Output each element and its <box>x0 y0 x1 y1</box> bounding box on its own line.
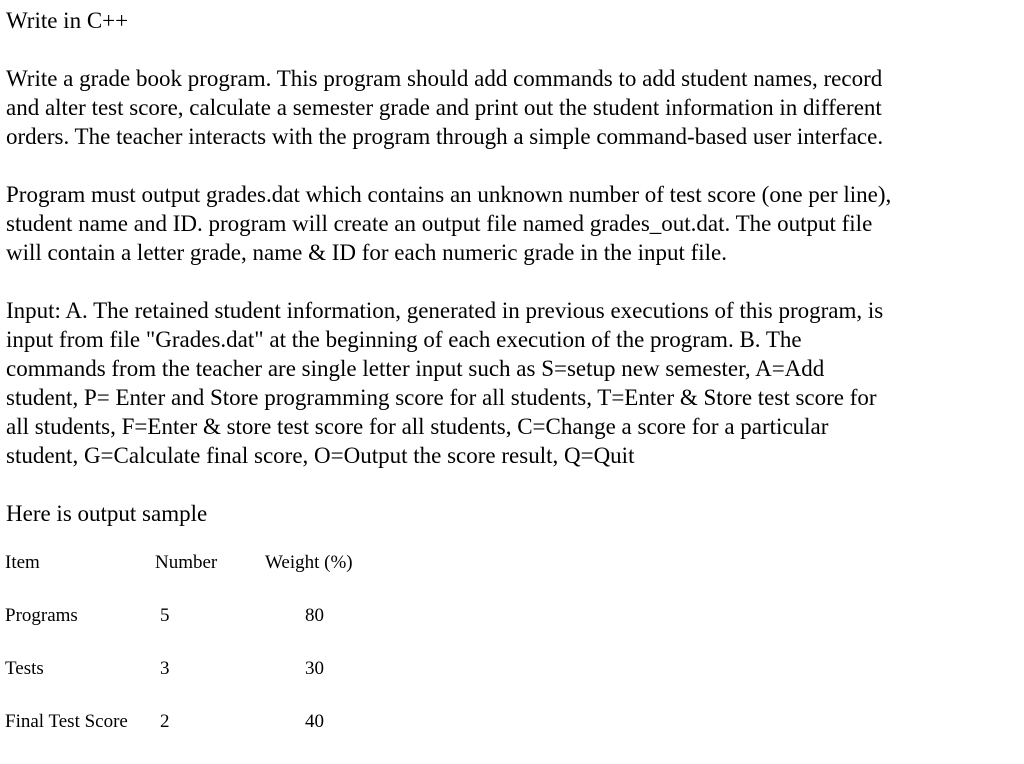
document <box>6 0 1016 528</box>
text-line: student, G=Calculate final score, O=Output the score result, Q=Quit <box>6 443 635 468</box>
text-line: Write a grade book program. This program should add commands to add student names, record <box>6 66 883 91</box>
text-line: Input: A. The retained student information, generated in previous executions of this program, is <box>6 298 884 323</box>
table-cell: 3 <box>160 658 170 679</box>
document-title: Write in C++ <box>6 8 129 33</box>
paragraph-sample-label <box>6 499 1016 528</box>
table-cell: 80 <box>305 605 324 626</box>
paragraph-output <box>6 180 1016 267</box>
text-line: and alter test score, calculate a semester grade and print out the student information in different <box>6 95 882 120</box>
text-line: input from file "Grades.dat" at the beginning of each execution of the program. B. The <box>6 327 802 352</box>
table-cell: Tests <box>5 658 44 679</box>
table-header-cell: Weight (%) <box>265 552 353 573</box>
text-line: Here is output sample <box>6 501 208 526</box>
text-line: student, P= Enter and Store programming score for all students, T=Enter & Store test score for <box>6 385 877 410</box>
text-line: student name and ID. program will create an output file named grades_out.dat. The output file <box>6 211 873 236</box>
table-header-cell: Item <box>5 552 40 573</box>
text-line: orders. The teacher interacts with the program through a simple command-based user interface. <box>6 124 884 149</box>
text-line: all students, F=Enter & store test score for all students, C=Change a score for a particular <box>6 414 829 439</box>
table-cell: 40 <box>305 711 324 732</box>
table-cell: Final Test Score <box>5 711 128 732</box>
text-line: Program must output grades.dat which contains an unknown number of test score (one per line), <box>6 182 892 207</box>
text-line: will contain a letter grade, name & ID for each numeric grade in the input file. <box>6 240 728 265</box>
table-cell: 2 <box>160 711 170 732</box>
table-cell: 5 <box>160 605 170 626</box>
paragraph-intro <box>6 64 1016 151</box>
table-cell: 30 <box>305 658 324 679</box>
paragraph-input <box>6 296 1016 470</box>
text-line: commands from the teacher are single letter input such as S=setup new semester, A=Add <box>6 356 825 381</box>
table-header-cell: Number <box>155 552 218 573</box>
table-cell: Programs <box>5 605 78 626</box>
